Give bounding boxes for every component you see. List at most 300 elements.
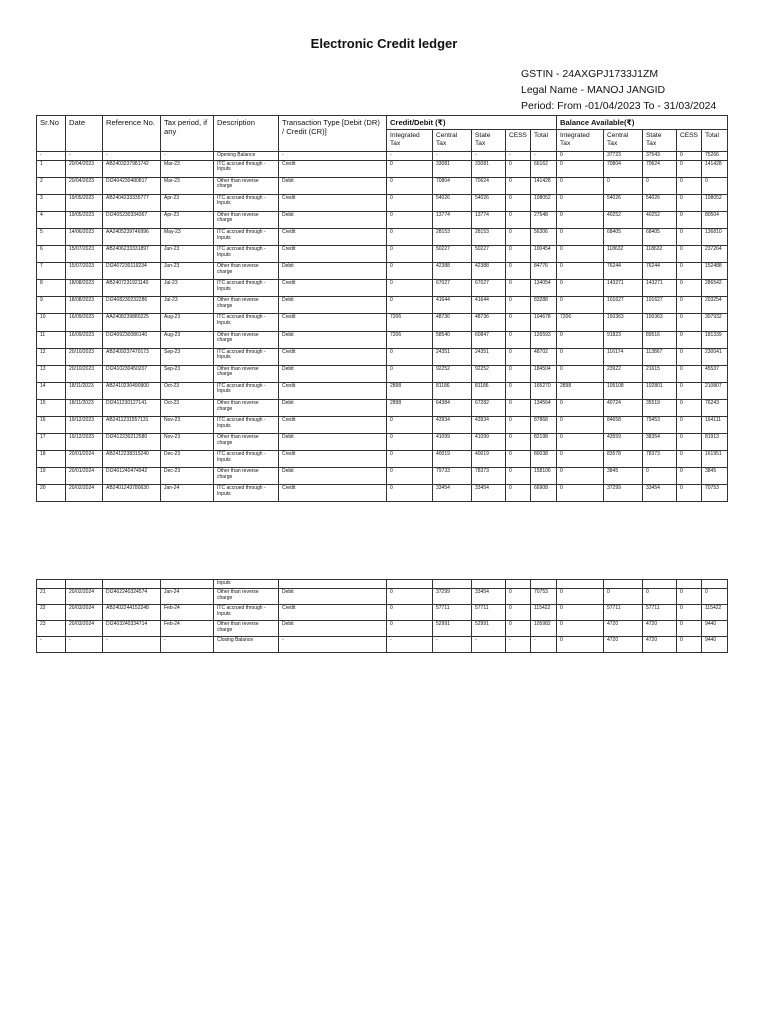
table-cell: 16/09/2023 [66,314,103,331]
table-cell: 0 [677,263,702,280]
table-cell: 33454 [472,485,506,502]
table-cell: 2898 [387,382,433,399]
table-cell: 0 [506,314,531,331]
table-cell: Jan-24 [161,589,214,605]
table-cell: 19/12/2023 [66,417,103,434]
table-cell: 0 [506,399,531,416]
table-cell: 81186 [433,382,472,399]
table-cell: DI2403240334714 [103,621,161,637]
table-cell: 70753 [531,589,557,605]
table-cell: - [66,152,103,161]
table-cell: 237264 [702,246,728,263]
table-cell: 57711 [643,605,677,621]
table-cell: Credit [279,194,387,211]
table-cell: 0 [557,160,604,177]
table-cell: 0 [677,365,702,382]
table-cell [557,580,604,589]
table-cell: 0 [387,621,433,637]
table-cell: 9440 [702,637,728,653]
table-cell: 18/08/2023 [66,280,103,297]
header-date: Date [66,116,103,152]
legal-name-label: Legal Name - MANOJ JANGID [521,84,666,96]
table-cell: 40019 [472,451,506,468]
header-bal-total: Total [702,130,728,152]
table-cell: 0 [677,228,702,245]
ledger-body-page2 [37,580,728,653]
table-cell [472,580,506,589]
table-cell: Credit [279,160,387,177]
table-cell: 0 [387,297,433,314]
header-cd-integrated: Integrated Tax [387,130,433,152]
table-cell: 37543 [643,152,677,161]
table-cell: 0 [557,280,604,297]
table-cell: Debit [279,211,387,228]
table-cell: 0 [677,152,702,161]
table-row [37,280,728,297]
table-cell: 42388 [433,263,472,280]
header-credit-debit: Credit/Debit (₹) [387,116,557,130]
table-cell: 115422 [702,605,728,621]
table-cell: 40252 [604,211,643,228]
table-row [37,246,728,263]
table-cell: Jul-23 [161,280,214,297]
table-cell: - [531,637,557,653]
table-cell: 4720 [643,621,677,637]
table-cell [506,580,531,589]
table-cell: AA2408239880225 [103,314,161,331]
table-cell: - [387,152,433,161]
table-cell: 0 [387,211,433,228]
table-cell: 2898 [557,382,604,399]
table-cell: ITC accrued through - Inputs [214,485,279,502]
table-cell: 0 [677,177,702,194]
table-cell: 33454 [643,485,677,502]
ledger-table [36,115,728,502]
table-cell: 4 [37,211,66,228]
table-cell: 54026 [604,194,643,211]
table-cell: 0 [677,485,702,502]
table-cell: Jul-23 [161,297,214,314]
table-cell: 84776 [531,263,557,280]
table-cell: 105108 [604,382,643,399]
table-cell: Debit [279,331,387,348]
table-cell: 184504 [531,365,557,382]
table-cell: 70804 [433,177,472,194]
table-cell: 54026 [643,194,677,211]
table-cell: 20/03/2024 [66,621,103,637]
table-cell: - [66,637,103,653]
table-cell: Mar-23 [161,177,214,194]
table-cell: Debit [279,297,387,314]
table-cell: 0 [557,417,604,434]
table-cell: - [506,152,531,161]
table-cell: AB2411231557131 [103,417,161,434]
table-cell: 0 [677,314,702,331]
table-row [37,434,728,451]
table-cell: 41099 [472,434,506,451]
table-cell: 0 [387,177,433,194]
table-cell: Credit [279,228,387,245]
table-cell: Feb-24 [161,621,214,637]
table-cell: 118632 [643,246,677,263]
table-cell: 76244 [604,263,643,280]
table-cell: 70753 [702,485,728,502]
table-cell: Apr-23 [161,211,214,228]
table-cell: 0 [557,194,604,211]
table-cell: 0 [506,194,531,211]
table-cell: ITC accrued through - Inputs [214,605,279,621]
table-cell: 0 [387,246,433,263]
table-cell: 48736 [472,314,506,331]
table-cell: 0 [506,468,531,485]
table-cell: 210807 [702,382,728,399]
table-cell: 118632 [604,246,643,263]
table-cell: 28153 [472,228,506,245]
table-cell: 80038 [531,451,557,468]
table-cell: 102801 [643,382,677,399]
table-cell: 108052 [702,194,728,211]
table-cell: 0 [677,194,702,211]
table-cell: Other than reverse charge [214,468,279,485]
table-cell: 50227 [433,246,472,263]
table-cell: 12 [37,348,66,365]
table-cell: Other than reverse charge [214,434,279,451]
table-cell: Credit [279,451,387,468]
table-cell: Nov-23 [161,417,214,434]
table-row [37,228,728,245]
table-cell: 50227 [472,246,506,263]
table-cell: Other than reverse charge [214,399,279,416]
table-cell: AB2412238315240 [103,451,161,468]
table-cell: Mar-23 [161,160,214,177]
table-cell: 0 [506,605,531,621]
table-cell [161,580,214,589]
table-cell: Credit [279,348,387,365]
table-cell: ITC accrued through - Inputs [214,314,279,331]
table-cell: AB2409237470173 [103,348,161,365]
table-cell: 38354 [643,434,677,451]
table-cell: 101627 [643,297,677,314]
table-cell: DI2404230480817 [103,177,161,194]
table-cell: 0 [677,434,702,451]
table-cell: 0 [506,160,531,177]
table-cell: 143271 [643,280,677,297]
table-cell: 64384 [433,399,472,416]
table-cell: 113867 [643,348,677,365]
table-cell: Debit [279,365,387,382]
table-cell: - [37,152,66,161]
table-cell: Credit [279,280,387,297]
table-cell: 165270 [531,382,557,399]
header-bal-integrated: Integrated Tax [557,130,604,152]
table-cell: 33081 [472,160,506,177]
table-cell: - [433,637,472,653]
table-cell: 70624 [643,160,677,177]
table-cell: ITC accrued through - Inputs [214,417,279,434]
table-cell: 0 [506,246,531,263]
table-cell: 0 [677,399,702,416]
header-cd-total: Total [531,130,557,152]
table-cell: AB2403237981742 [103,160,161,177]
table-cell: 78373 [643,451,677,468]
table-cell: Opening Balance [214,152,279,161]
table-cell: 67027 [472,280,506,297]
header-bal-central: Central Tax [604,130,643,152]
table-cell: - [472,637,506,653]
table-cell: 10 [37,314,66,331]
table-cell: 0 [506,348,531,365]
table-cell: DI2408230232286 [103,297,161,314]
table-cell [37,580,66,589]
table-cell: 33081 [433,160,472,177]
table-cell: 0 [557,152,604,161]
table-cell: 68405 [604,228,643,245]
table-cell: 0 [506,228,531,245]
table-cell: Jun-23 [161,246,214,263]
table-cell: 203254 [702,297,728,314]
table-cell: 0 [604,177,643,194]
table-cell: Other than reverse charge [214,331,279,348]
table-cell [387,580,433,589]
table-cell: 24351 [472,348,506,365]
table-cell: AB2410230490900 [103,382,161,399]
table-cell: 21615 [643,365,677,382]
table-cell: 22 [37,605,66,621]
table-cell: 230041 [702,348,728,365]
table-cell: 0 [387,589,433,605]
table-cell: 0 [557,348,604,365]
table-cell: 0 [557,434,604,451]
table-cell: Jan-24 [161,485,214,502]
table-row [37,152,728,161]
table-cell: 52991 [472,621,506,637]
table-cell: 161951 [702,451,728,468]
table-cell: 70624 [472,177,506,194]
table-cell: 150363 [604,314,643,331]
table-cell: 14 [37,382,66,399]
ledger-body-page1 [37,152,728,502]
table-cell [677,580,702,589]
table-cell: 181339 [702,331,728,348]
table-cell: May-23 [161,228,214,245]
table-cell: 57711 [604,605,643,621]
table-cell: 57711 [472,605,506,621]
table-cell: 41099 [433,434,472,451]
table-cell: 0 [506,621,531,637]
table-cell: 79733 [433,468,472,485]
table-cell: - [279,152,387,161]
table-cell: 19/05/2023 [66,194,103,211]
table-cell: 0 [387,417,433,434]
table-cell [702,580,728,589]
table-cell: 41644 [433,297,472,314]
table-cell: 27548 [531,211,557,228]
table-cell: 28153 [433,228,472,245]
table-cell: Credit [279,382,387,399]
table-cell: Debit [279,621,387,637]
table-cell: 0 [387,160,433,177]
table-cell: 20/01/2024 [66,451,103,468]
table-cell: 0 [677,468,702,485]
table-cell: DI2412230212580 [103,434,161,451]
table-cell: 43559 [604,434,643,451]
header-tax-period: Tax period, if any [161,116,214,152]
table-cell: 7206 [387,331,433,348]
table-cell: 0 [506,417,531,434]
table-cell: - [37,637,66,653]
table-row [37,382,728,399]
table-row [37,451,728,468]
table-cell: 33454 [433,485,472,502]
table-cell: 0 [506,263,531,280]
table-row [37,297,728,314]
table-cell: 0 [387,194,433,211]
table-cell: 54026 [433,194,472,211]
table-cell: 0 [557,331,604,348]
table-cell: 0 [387,280,433,297]
table-cell: 0 [387,228,433,245]
table-cell: 13774 [472,211,506,228]
table-row [37,314,728,331]
table-cell: DI2411230127141 [103,399,161,416]
table-cell: Apr-23 [161,194,214,211]
header-balance-available: Balance Available(₹) [557,116,728,130]
header-cd-state: State Tax [472,130,506,152]
ledger-header [37,116,728,152]
table-cell: Jun-23 [161,263,214,280]
table-cell: AB2401243780630 [103,485,161,502]
table-cell: ITC accrued through - Inputs [214,160,279,177]
table-cell: DI2407230119234 [103,263,161,280]
table-cell: 4720 [604,621,643,637]
table-cell: 0 [506,211,531,228]
table-row [37,605,728,621]
table-cell [279,580,387,589]
table-cell: 83578 [604,451,643,468]
table-cell: 152488 [702,263,728,280]
table-cell: 20/01/2024 [66,468,103,485]
table-cell: 19/12/2023 [66,434,103,451]
table-row [37,331,728,348]
header-bal-state: State Tax [643,130,677,152]
table-cell: 52991 [433,621,472,637]
table-cell: 20/02/2024 [66,485,103,502]
table-cell: 76243 [702,399,728,416]
table-cell: 67027 [433,280,472,297]
table-cell: Debit [279,263,387,280]
table-cell: 100454 [531,246,557,263]
table-cell: 0 [702,589,728,605]
table-cell: Debit [279,177,387,194]
table-cell: ITC accrued through - Inputs [214,382,279,399]
table-cell [531,580,557,589]
table-cell: 18/08/2023 [66,297,103,314]
table-cell: 19 [37,468,66,485]
table-cell: 0 [557,246,604,263]
table-cell: 0 [387,485,433,502]
header-cd-cess: CESS [506,130,531,152]
table-cell: 2 [37,177,66,194]
table-row [37,468,728,485]
table-cell: 0 [557,177,604,194]
table-cell: 0 [506,485,531,502]
table-cell: 43934 [472,417,506,434]
table-cell: 104678 [531,314,557,331]
table-cell: Inputs [214,580,279,589]
table-cell: DI2401240474942 [103,468,161,485]
table-cell: Other than reverse charge [214,589,279,605]
table-cell: Credit [279,417,387,434]
table-cell: 43934 [433,417,472,434]
table-cell: 11 [37,331,66,348]
table-cell: 20/10/2023 [66,365,103,382]
table-cell: 91823 [604,331,643,348]
table-cell: 0 [557,468,604,485]
table-cell: Other than reverse charge [214,621,279,637]
table-cell: 1 [37,160,66,177]
table-cell: Oct-23 [161,399,214,416]
table-cell: 0 [677,637,702,653]
table-cell: 7206 [387,314,433,331]
table-cell: - [103,152,161,161]
table-cell: 17 [37,434,66,451]
table-row [37,177,728,194]
table-row [37,399,728,416]
table-cell: 0 [643,177,677,194]
table-row [37,417,728,434]
table-cell: 0 [506,177,531,194]
table-cell: - [161,152,214,161]
table-cell: Credit [279,246,387,263]
table-cell: 0 [387,434,433,451]
table-cell: 4720 [604,637,643,653]
table-row [37,160,728,177]
table-cell: - [531,152,557,161]
table-cell: 3 [37,194,66,211]
table-cell: 4720 [643,637,677,653]
table-cell: 0 [557,228,604,245]
table-cell: 0 [557,451,604,468]
table-cell: Other than reverse charge [214,211,279,228]
table-cell: 0 [677,297,702,314]
table-cell: 7 [37,263,66,280]
table-cell: 79453 [643,417,677,434]
table-cell: 9 [37,297,66,314]
table-cell: 37299 [433,589,472,605]
table-cell: Credit [279,314,387,331]
table-cell: 134564 [531,399,557,416]
table-cell: 56306 [531,228,557,245]
page-title: Electronic Credit ledger [310,36,458,51]
table-cell: 5 [37,228,66,245]
table-cell: 41644 [472,297,506,314]
table-cell: Other than reverse charge [214,297,279,314]
table-row [37,263,728,280]
table-cell: 40724 [604,399,643,416]
table-cell: 18/11/2023 [66,399,103,416]
table-cell: 57711 [433,605,472,621]
table-cell: 105982 [531,621,557,637]
table-cell: ITC accrued through - Inputs [214,348,279,365]
table-cell: 9440 [702,621,728,637]
table-cell: 0 [677,589,702,605]
table-cell: Other than reverse charge [214,177,279,194]
table-cell: 84658 [604,417,643,434]
table-cell: 20 [37,485,66,502]
table-cell: 0 [387,348,433,365]
table-cell: 0 [506,451,531,468]
table-cell: 20/02/2024 [66,589,103,605]
